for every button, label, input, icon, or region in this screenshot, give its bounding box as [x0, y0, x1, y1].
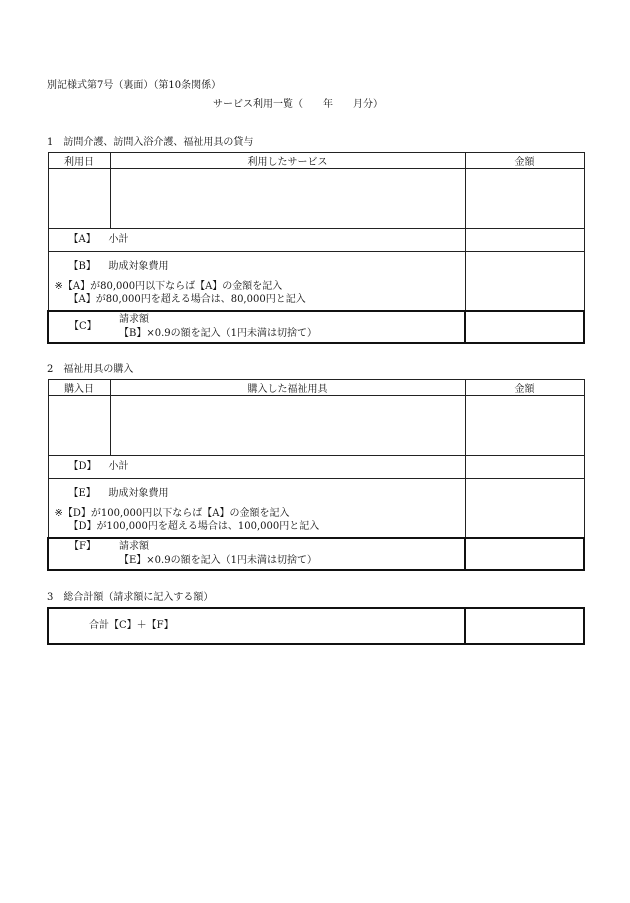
section1-note2: 【A】が80,000円を超える場合は、80,000円と記入 [68, 294, 306, 305]
section2-col-item: 購入した福祉用具 [110, 380, 465, 396]
section2-subsidy-amount[interactable] [465, 479, 584, 539]
section1-date-field[interactable] [48, 169, 110, 229]
section2-subsidy-key: 【E】 [68, 488, 96, 499]
section1-subsidy-amount[interactable] [465, 252, 584, 312]
section3-table [47, 607, 585, 645]
section2-table [47, 379, 585, 571]
section1-col-date: 利用日 [48, 153, 110, 169]
section1-claim-note: 【B】×0.9の額を記入（1円未満は切捨て） [119, 328, 317, 339]
section3-heading: 3 総合計額（請求額に記入する額） [47, 592, 214, 603]
section2-note2: 【D】が100,000円を超える場合は、100,000円と記入 [68, 521, 320, 532]
section2-col-amount: 金額 [465, 380, 584, 396]
section1-subtotal-row [48, 229, 584, 252]
section2-date-field[interactable] [48, 396, 110, 456]
section2-heading: 2 福祉用具の購入 [47, 364, 134, 375]
section2-subtotal-label: 小計 [108, 461, 129, 472]
section2-claim-label: 請求額 [119, 541, 149, 552]
section1-amount-field[interactable] [465, 169, 584, 229]
section1-subsidy-label: 助成対象費用 [108, 261, 169, 272]
section2-claim-key: 【F】 [69, 541, 96, 552]
section3-total-row [48, 608, 584, 644]
section2-subtotal-row [48, 456, 584, 479]
section2-header-row [48, 380, 584, 396]
section1-col-amount: 金額 [465, 153, 584, 169]
section2-claim-note: 【E】×0.9の額を記入（1円未満は切捨て） [119, 555, 317, 566]
list-title: サービス利用一覧（ 年 月分） [213, 99, 383, 110]
section3-total-amount[interactable] [465, 608, 584, 644]
section2-claim-row [48, 538, 584, 570]
section1-entry-row [48, 169, 584, 229]
section1-subtotal-amount[interactable] [465, 229, 584, 252]
section2-subtotal-key: 【D】 [68, 461, 97, 472]
section2-item-field[interactable] [110, 396, 465, 456]
section1-subsidy-key: 【B】 [68, 261, 96, 272]
section1-subtotal-key: 【A】 [68, 234, 96, 245]
section1-header-row [48, 153, 584, 169]
section2-subsidy-row [48, 479, 584, 539]
section1-claim-amount[interactable] [465, 311, 584, 343]
section2-claim-amount[interactable] [465, 538, 584, 570]
section1-service-field[interactable] [110, 169, 465, 229]
section1-heading: 1 訪問介護、訪問入浴介護、福祉用具の貸与 [47, 137, 254, 148]
section1-claim-label: 請求額 [119, 314, 149, 325]
section2-amount-field[interactable] [465, 396, 584, 456]
section1-note1: ※【A】が80,000円以下ならば【A】の金額を記入 [54, 281, 283, 292]
section2-entry-row [48, 396, 584, 456]
section2-subsidy-label: 助成対象費用 [108, 488, 169, 499]
section1-col-service: 利用したサービス [110, 153, 465, 169]
section1-claim-row [48, 311, 584, 343]
section1-claim-key: 【C】 [69, 321, 97, 332]
section2-col-date: 購入日 [48, 380, 110, 396]
section1-table [47, 152, 585, 344]
section2-subtotal-amount[interactable] [465, 456, 584, 479]
section2-note1: ※【D】が100,000円以下ならば【A】の金額を記入 [54, 508, 290, 519]
form-number: 別記様式第7号（裏面）（第10条関係） [47, 80, 222, 91]
section1-subsidy-row [48, 252, 584, 312]
section3-total-label: 合計【C】＋【F】 [89, 620, 174, 631]
section1-subtotal-label: 小計 [108, 234, 129, 245]
